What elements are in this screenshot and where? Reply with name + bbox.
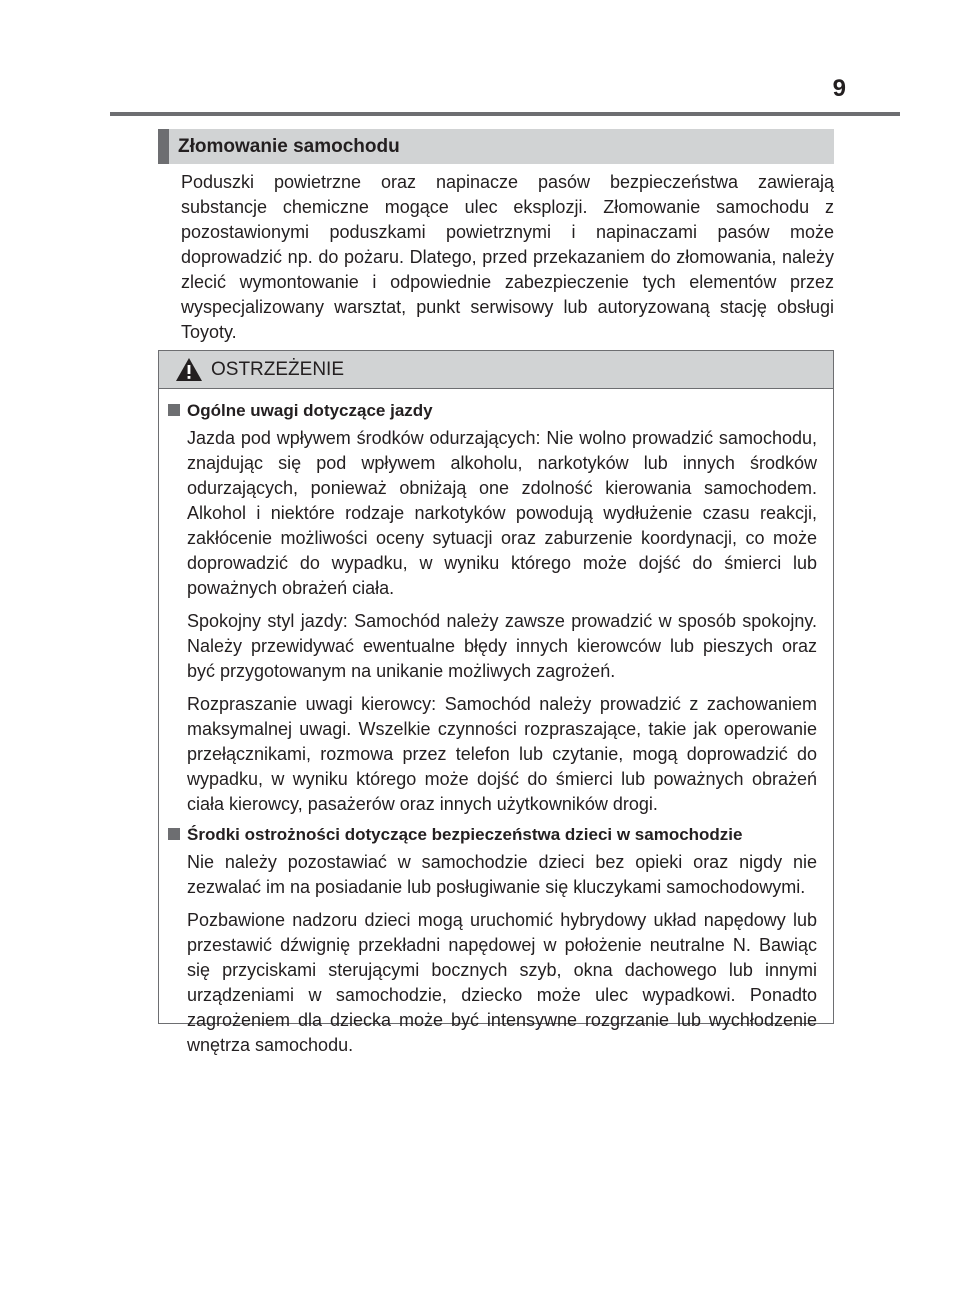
warning-paragraph: Jazda pod wpływem środków odurzających: Nie wolno prowadzić samochodu, znajdując się pod wpływem alkoholu, narkotyków lub innych środków odurzających, ponieważ obniżają one zdolność kierowania samochodem. Alkohol i niektóre rodzaje narkotyków powodują wydłużenie czasu reakcji, zakłócenie możliwości oceny sytuacji oraz zaburzenie koordynacji, co może doprowadzić do wypadku, w wyniku którego może dojść do śmierci lub poważnych obrażeń ciała. xyxy=(187,428,817,598)
intro-paragraph: Poduszki powietrzne oraz napinacze pasów bezpieczeństwa zawierają substancje chemiczne mogące ulec eksplozji. Złomowanie samochodu z pozostawionymi poduszkami powietrznymi i napinaczami pasów może doprowadzić np. do pożaru. Dlatego, przed przekazaniem do złomowania, należy zlecić wymontowanie i odpowiednie zabezpieczenie tych elementów przez wyspecjalizowany warsztat, punkt serwisowy lub autoryzowaną stację obsługi Toyoty. xyxy=(181,172,834,342)
warning-paragraph: Pozbawione nadzoru dzieci mogą uruchomić hybrydowy układ napędowy lub przestawić dźwignię przekładni napędowej w położenie neutralne N. Bawiąc się przyciskami sterującymi bocznych szyb, okna dachowego lub innymi urządzeniami w samochodzie, dziecko może ulec wypadkowi. Ponadto zagrożeniem dla dziecka może być intensywne rozgrzanie lub wychłodzenie wnętrza samochodu. xyxy=(187,910,817,1055)
page-number: 9 xyxy=(832,75,846,102)
warning-group-heading xyxy=(159,822,833,847)
warning-header xyxy=(159,351,833,389)
warning-paragraph: Rozpraszanie uwagi kierowcy: Samochód należy prowadzić z zachowaniem maksymalnej uwagi. Wszelkie czynności rozpraszające, takie jak operowanie przełącznikami, rozmowa przez telefon lub czytanie, mogą doprowadzić do wypadku, w wyniku którego może dojść do śmierci lub poważnych obrażeń ciała kierowcy, pasażerów oraz innych użytkowników drogi. xyxy=(187,694,817,814)
warning-title: OSTRZEŻENIE xyxy=(211,359,345,380)
square-bullet-icon xyxy=(168,828,180,840)
header-rule xyxy=(110,112,900,116)
warning-paragraph: Nie należy pozostawiać w samochodzie dzieci bez opieki oraz nigdy nie zezwalać im na posiadanie lub posługiwanie się kluczykami samochodowymi. xyxy=(187,852,817,897)
square-bullet-icon xyxy=(168,404,180,416)
warning-group-heading xyxy=(159,398,833,423)
warning-group-heading-text: Ogólne uwagi dotyczące jazdy xyxy=(187,401,433,420)
section-heading: Złomowanie samochodu xyxy=(158,129,834,164)
warning-triangle-icon xyxy=(175,357,203,382)
warning-paragraph: Spokojny styl jazdy: Samochód należy zawsze prowadzić w sposób spokojny. Należy przewidywać ewentualne błędy innych kierowców lub pieszych oraz być przygotowanym na unikanie możliwych zagrożeń. xyxy=(187,611,817,681)
warning-box xyxy=(158,350,834,1055)
warning-body xyxy=(159,393,833,1058)
warning-group-heading-text: Środki ostrożności dotyczące bezpieczeństwa dzieci w samochodzie xyxy=(187,825,743,844)
